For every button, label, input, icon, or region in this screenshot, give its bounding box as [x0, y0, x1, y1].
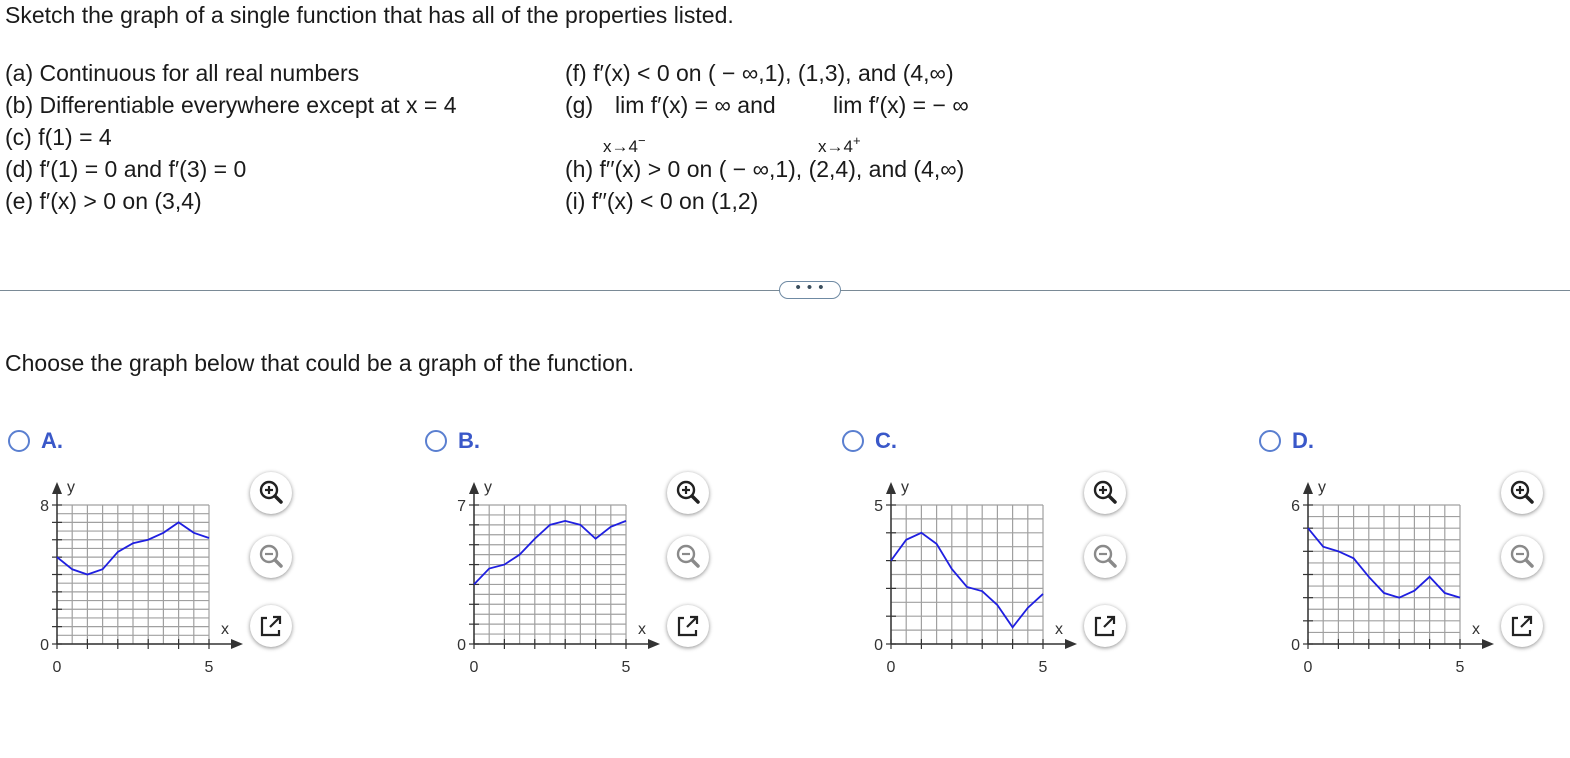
- property-a: (a) Continuous for all real numbers: [5, 60, 360, 86]
- y-max-label: 6: [1291, 498, 1300, 515]
- y-axis-label: y: [67, 479, 75, 496]
- property-f: (f) f′(x) < 0 on ( − ∞,1), (1,3), and (4,∞): [565, 60, 954, 86]
- zoom-in-button[interactable]: [667, 472, 709, 514]
- x-axis-label: x: [1472, 621, 1480, 638]
- y-axis-arrow: [886, 482, 896, 494]
- option-c[interactable]: [842, 428, 1142, 688]
- x-zero-label: 0: [886, 659, 896, 676]
- y-axis-arrow: [1303, 482, 1313, 494]
- zoom-in-button[interactable]: [1084, 472, 1126, 514]
- question-text: Choose the graph below that could be a graph of the function.: [5, 350, 635, 376]
- grid: [1308, 505, 1460, 644]
- zoom-out-icon: [1084, 536, 1126, 578]
- zoom-in-icon: [250, 472, 292, 514]
- property-d: (d) f′(1) = 0 and f′(3) = 0: [5, 156, 247, 182]
- property-g-prefix: (g): [565, 92, 594, 118]
- popout-icon: [667, 605, 709, 647]
- popout-button[interactable]: [667, 605, 709, 647]
- properties-left: [5, 57, 457, 217]
- properties-right: [565, 57, 969, 217]
- option-b-radio[interactable]: [425, 430, 447, 452]
- zoom-out-button[interactable]: [1501, 536, 1543, 578]
- option-b-label: B.: [458, 428, 480, 453]
- y-axis-label: y: [901, 479, 909, 496]
- grid: [891, 505, 1043, 644]
- property-g-limit-left: lim f′(x) = ∞ and: [615, 92, 776, 118]
- popout-icon: [1084, 605, 1126, 647]
- property-h: (h) f′′(x) > 0 on ( − ∞,1), (2,4), and (4,∞): [565, 156, 965, 182]
- x-five-label: 5: [204, 659, 214, 676]
- x-zero-label: 0: [1303, 659, 1313, 676]
- limit-sub-left: x→4−: [603, 133, 646, 156]
- popout-button[interactable]: [1501, 605, 1543, 647]
- popout-button[interactable]: [1084, 605, 1126, 647]
- x-axis-arrow: [648, 639, 660, 649]
- zoom-in-icon: [667, 472, 709, 514]
- zoom-in-button[interactable]: [250, 472, 292, 514]
- x-axis-label: x: [1055, 621, 1063, 638]
- x-five-label: 5: [621, 659, 631, 676]
- option-a-label: A.: [41, 428, 63, 453]
- popout-button[interactable]: [250, 605, 292, 647]
- option-a-graph: [8, 472, 258, 687]
- property-e: (e) f′(x) > 0 on (3,4): [5, 188, 202, 214]
- option-b-graph: [425, 472, 675, 687]
- problem-title: Sketch the graph of a single function that has all of the properties listed.: [5, 2, 734, 28]
- zoom-out-icon: [250, 536, 292, 578]
- limit-sub-right: x→4+: [818, 133, 861, 156]
- y-axis-arrow: [52, 482, 62, 494]
- expand-more-button[interactable]: • • •: [779, 281, 841, 299]
- y-zero-label: 0: [874, 637, 883, 654]
- zoom-out-icon: [1501, 536, 1543, 578]
- zoom-in-icon: [1084, 472, 1126, 514]
- y-max-label: 8: [40, 498, 49, 515]
- y-zero-label: 0: [457, 637, 466, 654]
- option-b[interactable]: [425, 428, 725, 688]
- option-c-label: C.: [875, 428, 897, 453]
- x-zero-label: 0: [469, 659, 479, 676]
- option-a[interactable]: [8, 428, 308, 688]
- y-zero-label: 0: [40, 637, 49, 654]
- zoom-out-icon: [667, 536, 709, 578]
- y-axis-label: y: [1318, 479, 1326, 496]
- option-c-graph: [842, 472, 1092, 687]
- x-axis-label: x: [638, 621, 646, 638]
- x-axis-arrow: [1065, 639, 1077, 649]
- property-c: (c) f(1) = 4: [5, 124, 112, 150]
- option-d-label: D.: [1292, 428, 1314, 453]
- x-five-label: 5: [1038, 659, 1048, 676]
- y-axis-arrow: [469, 482, 479, 494]
- property-i: (i) f′′(x) < 0 on (1,2): [565, 188, 759, 214]
- zoom-in-icon: [1501, 472, 1543, 514]
- option-d-radio[interactable]: [1259, 430, 1281, 452]
- x-zero-label: 0: [52, 659, 62, 676]
- zoom-in-button[interactable]: [1501, 472, 1543, 514]
- option-c-radio[interactable]: [842, 430, 864, 452]
- y-zero-label: 0: [1291, 637, 1300, 654]
- zoom-out-button[interactable]: [667, 536, 709, 578]
- popout-icon: [1501, 605, 1543, 647]
- x-five-label: 5: [1455, 659, 1465, 676]
- property-g-limit-right: lim f′(x) = − ∞: [833, 92, 969, 118]
- grid: [57, 505, 209, 644]
- option-d[interactable]: [1259, 428, 1559, 688]
- zoom-out-button[interactable]: [250, 536, 292, 578]
- x-axis-arrow: [1482, 639, 1494, 649]
- property-g-subscripts: [565, 121, 964, 156]
- zoom-out-button[interactable]: [1084, 536, 1126, 578]
- option-d-graph: [1259, 472, 1509, 687]
- property-b: (b) Differentiable everywhere except at x = 4: [5, 92, 457, 118]
- x-axis-label: x: [221, 621, 229, 638]
- y-axis-label: y: [484, 479, 492, 496]
- y-max-label: 5: [874, 498, 883, 515]
- property-g: [565, 89, 969, 121]
- y-max-label: 7: [457, 498, 466, 515]
- popout-icon: [250, 605, 292, 647]
- x-axis-arrow: [231, 639, 243, 649]
- option-a-radio[interactable]: [8, 430, 30, 452]
